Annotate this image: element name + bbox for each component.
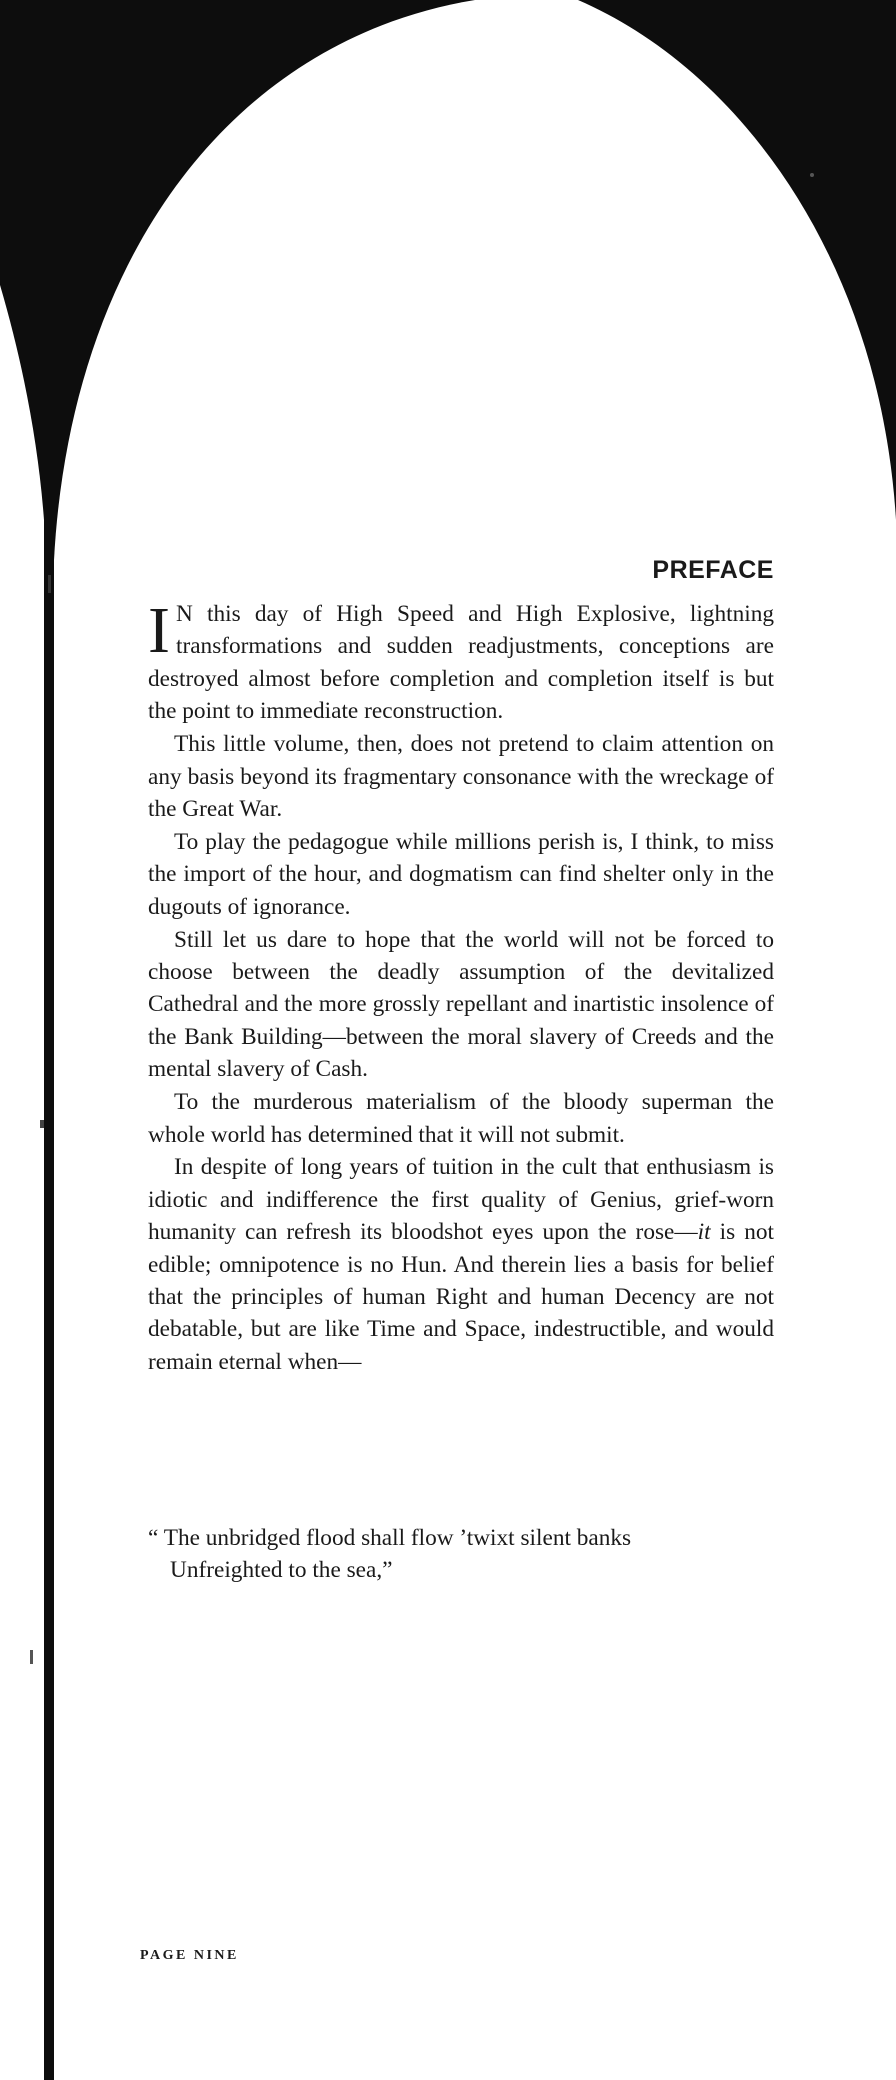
paragraph-6-part2: is not edible; omnipotence is no Hun. And therein lies a basis for belief that the principles of human Right and human Decency are not debatable, but are like Time and Space, indestructible, and would remain eternal when— xyxy=(148,1219,774,1375)
paragraph-2: This little volume, then, does not pretend to claim attention on any basis beyond its fragmentary consonance with the wreckage of the Great War. xyxy=(148,731,774,822)
paragraph-6-part1: In despite of long years of tuition in the cult that enthusiasm is idiotic and indifference the first quality of Genius, grief-worn humanity can refresh its bloodshot eyes upon the rose— xyxy=(148,1154,774,1246)
paragraph-1 xyxy=(148,594,774,728)
quote-line-1: “ The unbridged flood shall flow ’twixt silent banks xyxy=(148,1525,632,1551)
paragraph-3: To play the pedagogue while millions perish is, I think, to miss the import of the hour, and dogmatism can find shelter only in the dugouts of ignorance. xyxy=(148,828,774,920)
quote-line-2: Unfreighted to the sea,” xyxy=(170,1557,393,1584)
drop-cap: I xyxy=(148,594,170,667)
paragraph-6-italic: it xyxy=(697,1219,711,1246)
previous-page-edge xyxy=(0,285,44,2080)
page-title: PREFACE xyxy=(652,556,774,584)
paragraph-6 xyxy=(148,1151,774,1378)
preface-body xyxy=(148,594,774,1379)
paragraph-4: Still let us dare to hope that the world will not be forced to choose between the deadly assumption of the devitalized Cathedral and the more grossly repellant and inartistic insolence of the Bank Building—between the moral slavery of Creeds and the mental slavery of Cash. xyxy=(148,926,774,1083)
paragraph-5: To the murderous materialism of the bloody superman the whole world has determined that it will not submit. xyxy=(148,1089,774,1148)
paragraph-1-text: N this day of High Speed and High Explosive, lightning transformations and sudden readjustments, conceptions are destroyed almost before completion and completion itself is but the point to immediate reconstruction. xyxy=(148,601,774,725)
page-number-footer: PAGE NINE xyxy=(140,1948,239,1963)
closing-quote xyxy=(148,1522,788,1587)
